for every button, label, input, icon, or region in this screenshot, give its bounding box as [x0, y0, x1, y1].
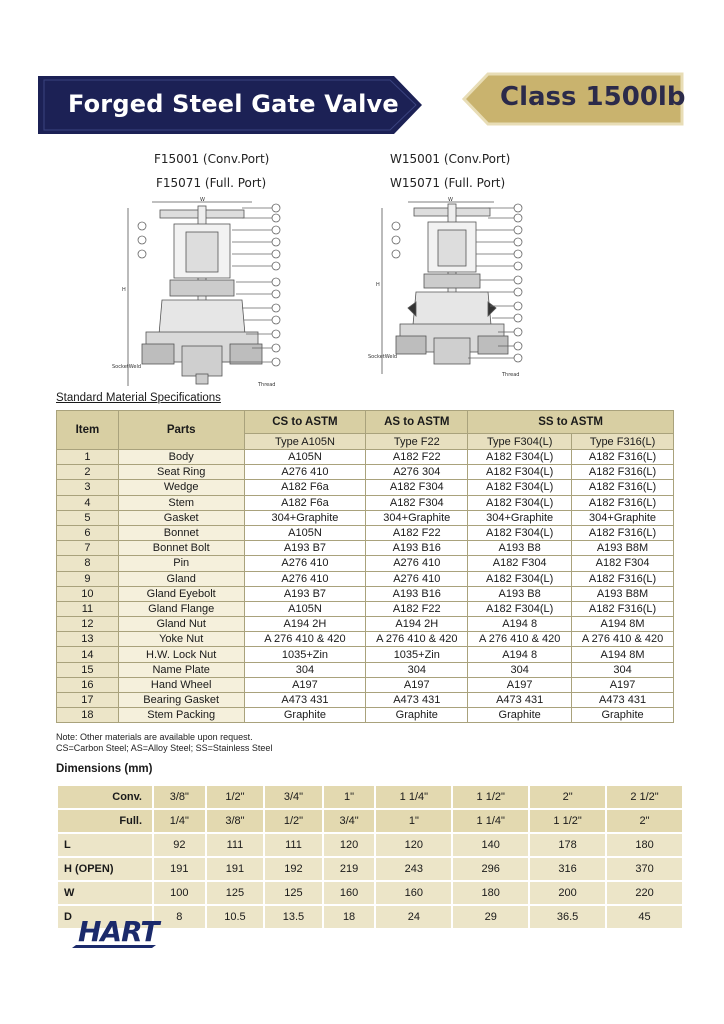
dimensions-table-body [58, 786, 682, 928]
dimension-value: 24 [376, 906, 451, 928]
width-label: W [200, 197, 205, 203]
note-line-2: CS=Carbon Steel; AS=Alloy Steel; SS=Stainless Steel [56, 743, 273, 753]
item-number: 12 [57, 617, 119, 632]
item-number: 3 [57, 480, 119, 495]
dimension-label: L [58, 834, 152, 856]
ss-f304-material: A182 F304(L) [468, 571, 572, 586]
ss-f304-material: A193 B8 [468, 541, 572, 556]
as-material: A194 2H [366, 617, 468, 632]
table-row [57, 541, 674, 556]
material-section-title: Standard Material Specifications [56, 392, 221, 404]
dimension-value: 200 [530, 882, 605, 904]
dimension-value: 2" [607, 810, 682, 832]
part-name: Gland Eyebolt [118, 586, 244, 601]
thread-label: Thread [258, 382, 276, 388]
width-label: W [448, 197, 453, 203]
cs-material: A473 431 [244, 693, 366, 708]
dimension-value: 3/8" [154, 786, 205, 808]
ss-f304-material: 304+Graphite [468, 510, 572, 525]
as-material: 1035+Zin [366, 647, 468, 662]
ss-f316-material: 304+Graphite [572, 510, 674, 525]
part-name: Bonnet [118, 525, 244, 540]
as-material: 304 [366, 662, 468, 677]
dimension-label: Conv. [58, 786, 152, 808]
as-material: A182 F304 [366, 480, 468, 495]
ss-f304-material: A197 [468, 677, 572, 692]
dimension-value: 316 [530, 858, 605, 880]
dimension-value: 125 [265, 882, 322, 904]
ss-f316-material: A182 F316(L) [572, 571, 674, 586]
socket-weld-label: SocketWeld [112, 364, 142, 370]
title-banner [38, 76, 422, 134]
cs-material: 304 [244, 662, 366, 677]
note-line-1: Note: Other materials are available upon request. [56, 732, 253, 742]
cs-material: 304+Graphite [244, 510, 366, 525]
dimension-value: 180 [453, 882, 528, 904]
part-name: Stem Packing [118, 708, 244, 723]
item-number: 16 [57, 677, 119, 692]
part-name: Gasket [118, 510, 244, 525]
dimension-value: 1 1/4" [376, 786, 451, 808]
header-as-type: Type F22 [366, 434, 468, 450]
item-number: 13 [57, 632, 119, 647]
height-label: H [376, 282, 380, 288]
dimension-value: 100 [154, 882, 205, 904]
item-number: 14 [57, 647, 119, 662]
pressure-class: Class 1500lb [500, 82, 686, 112]
as-material: A182 F22 [366, 525, 468, 540]
valve-drawing-right [368, 196, 528, 382]
dimension-value: 8 [154, 906, 205, 928]
dimension-value: 180 [607, 834, 682, 856]
dimension-value: 45 [607, 906, 682, 928]
header-parts: Parts [118, 411, 244, 450]
cs-material: A276 410 [244, 465, 366, 480]
ss-f304-material: A194 8 [468, 617, 572, 632]
ss-f316-material: A197 [572, 677, 674, 692]
ss-f316-material: A182 F316(L) [572, 495, 674, 510]
as-material: 304+Graphite [366, 510, 468, 525]
table-row [57, 708, 674, 723]
as-material: A473 431 [366, 693, 468, 708]
model-label-right-1: W15001 (Conv.Port) [390, 152, 511, 166]
material-note [56, 732, 272, 754]
dimension-label: W [58, 882, 152, 904]
dimension-value: 140 [453, 834, 528, 856]
cs-material: A194 2H [244, 617, 366, 632]
dimension-value: 29 [453, 906, 528, 928]
dimension-row [58, 882, 682, 904]
ss-f316-material: A182 F316(L) [572, 525, 674, 540]
as-material: A276 410 [366, 556, 468, 571]
table-row [57, 662, 674, 677]
header-cs-type: Type A105N [244, 434, 366, 450]
dimension-value: 370 [607, 858, 682, 880]
cs-material: A105N [244, 450, 366, 465]
header-ss: SS to ASTM [468, 411, 674, 434]
dimension-value: 1/2" [265, 810, 322, 832]
part-name: Yoke Nut [118, 632, 244, 647]
as-material: A276 304 [366, 465, 468, 480]
dimension-value: 120 [376, 834, 451, 856]
page-title: Forged Steel Gate Valve [68, 90, 399, 118]
header-cs: CS to ASTM [244, 411, 366, 434]
table-row [57, 510, 674, 525]
ss-f316-material: A182 F316(L) [572, 450, 674, 465]
model-label-left-2: F15071 (Full. Port) [156, 176, 267, 190]
item-number: 1 [57, 450, 119, 465]
dimension-label: D [58, 906, 152, 928]
dimension-value: 243 [376, 858, 451, 880]
dimension-value: 160 [324, 882, 375, 904]
ss-f304-material: A193 B8 [468, 586, 572, 601]
dimension-value: 1/2" [207, 786, 264, 808]
part-name: Gland Flange [118, 601, 244, 616]
part-name: Seat Ring [118, 465, 244, 480]
dimension-value: 1 1/2" [530, 810, 605, 832]
ss-f316-material: A182 F316(L) [572, 601, 674, 616]
ss-f316-material: A473 431 [572, 693, 674, 708]
part-name: Gland Nut [118, 617, 244, 632]
part-name: Name Plate [118, 662, 244, 677]
cs-material: 1035+Zin [244, 647, 366, 662]
item-number: 18 [57, 708, 119, 723]
dimension-value: 220 [607, 882, 682, 904]
ss-f304-material: A 276 410 & 420 [468, 632, 572, 647]
dimension-value: 10.5 [207, 906, 264, 928]
as-material: Graphite [366, 708, 468, 723]
table-row [57, 677, 674, 692]
dimension-value: 3/8" [207, 810, 264, 832]
table-row [57, 693, 674, 708]
table-row [57, 617, 674, 632]
class-badge [460, 70, 686, 126]
ss-f316-material: A193 B8M [572, 541, 674, 556]
cs-material: A105N [244, 601, 366, 616]
dimension-value: 92 [154, 834, 205, 856]
as-material: A182 F22 [366, 601, 468, 616]
material-table [56, 410, 674, 723]
ss-f304-material: A473 431 [468, 693, 572, 708]
item-number: 7 [57, 541, 119, 556]
logo-text: HART [78, 915, 159, 948]
dimensions-title: Dimensions (mm) [56, 763, 153, 775]
as-material: A197 [366, 677, 468, 692]
valve-drawing-left [112, 196, 292, 392]
socket-weld-label: SocketWeld [368, 354, 398, 360]
ss-f316-material: A194 8M [572, 647, 674, 662]
as-material: A182 F22 [366, 450, 468, 465]
cs-material: A182 F6a [244, 480, 366, 495]
dimension-value: 1/4" [154, 810, 205, 832]
dimension-value: 191 [207, 858, 264, 880]
ss-f316-material: A193 B8M [572, 586, 674, 601]
cs-material: A276 410 [244, 556, 366, 571]
cs-material: A182 F6a [244, 495, 366, 510]
item-number: 11 [57, 601, 119, 616]
dimension-value: 1 1/2" [453, 786, 528, 808]
model-label-right-2: W15071 (Full. Port) [390, 176, 506, 190]
as-material: A182 F304 [366, 495, 468, 510]
part-name: Gland [118, 571, 244, 586]
dimension-value: 120 [324, 834, 375, 856]
dimension-value: 192 [265, 858, 322, 880]
thread-label: Thread [502, 372, 520, 378]
model-label-left-1: F15001 (Conv.Port) [154, 152, 270, 166]
ss-f304-material: A182 F304(L) [468, 465, 572, 480]
ss-f304-material: A182 F304(L) [468, 495, 572, 510]
dimension-value: 111 [207, 834, 264, 856]
dimension-row [58, 786, 682, 808]
dimension-value: 3/4" [265, 786, 322, 808]
item-number: 10 [57, 586, 119, 601]
item-number: 15 [57, 662, 119, 677]
cs-material: A276 410 [244, 571, 366, 586]
part-name: Wedge [118, 480, 244, 495]
as-material: A193 B16 [366, 586, 468, 601]
part-name: Hand Wheel [118, 677, 244, 692]
ss-f304-material: Graphite [468, 708, 572, 723]
table-row [57, 465, 674, 480]
ss-f304-material: A182 F304(L) [468, 601, 572, 616]
dimension-value: 13.5 [265, 906, 322, 928]
dimension-value: 1 1/4" [453, 810, 528, 832]
item-number: 17 [57, 693, 119, 708]
ss-f304-material: 304 [468, 662, 572, 677]
ss-f316-material: A182 F316(L) [572, 465, 674, 480]
cs-material: A193 B7 [244, 586, 366, 601]
cs-material: A105N [244, 525, 366, 540]
part-name: Body [118, 450, 244, 465]
item-number: 2 [57, 465, 119, 480]
dimension-value: 1" [376, 810, 451, 832]
ss-f316-material: 304 [572, 662, 674, 677]
dimension-row [58, 858, 682, 880]
ss-f304-material: A194 8 [468, 647, 572, 662]
table-row [57, 632, 674, 647]
dimension-value: 111 [265, 834, 322, 856]
part-name: H.W. Lock Nut [118, 647, 244, 662]
table-row [57, 480, 674, 495]
part-name: Bonnet Bolt [118, 541, 244, 556]
table-row [57, 450, 674, 465]
dimension-value: 36.5 [530, 906, 605, 928]
dimension-value: 3/4" [324, 810, 375, 832]
item-number: 8 [57, 556, 119, 571]
dimension-value: 296 [453, 858, 528, 880]
item-number: 6 [57, 525, 119, 540]
cs-material: A197 [244, 677, 366, 692]
cs-material: A 276 410 & 420 [244, 632, 366, 647]
cs-material: A193 B7 [244, 541, 366, 556]
material-table-body [57, 450, 674, 723]
ss-f304-material: A182 F304(L) [468, 480, 572, 495]
dimensions-table [56, 784, 684, 930]
ss-f316-material: A182 F304 [572, 556, 674, 571]
dimension-value: 160 [376, 882, 451, 904]
item-number: 4 [57, 495, 119, 510]
dimension-value: 178 [530, 834, 605, 856]
table-row [57, 586, 674, 601]
dimension-value: 1" [324, 786, 375, 808]
dimension-label: H (OPEN) [58, 858, 152, 880]
dimension-value: 18 [324, 906, 375, 928]
header-ss-type-316: Type F316(L) [572, 434, 674, 450]
table-row [57, 525, 674, 540]
height-label: H [122, 287, 126, 293]
part-name: Stem [118, 495, 244, 510]
ss-f316-material: A 276 410 & 420 [572, 632, 674, 647]
table-row [57, 556, 674, 571]
dimension-label: Full. [58, 810, 152, 832]
part-name: Pin [118, 556, 244, 571]
header-item: Item [57, 411, 119, 450]
dimension-value: 219 [324, 858, 375, 880]
header-ss-type-304: Type F304(L) [468, 434, 572, 450]
item-number: 9 [57, 571, 119, 586]
ss-f316-material: Graphite [572, 708, 674, 723]
dimension-value: 125 [207, 882, 264, 904]
as-material: A276 410 [366, 571, 468, 586]
ss-f304-material: A182 F304 [468, 556, 572, 571]
item-number: 5 [57, 510, 119, 525]
table-row [57, 647, 674, 662]
dimension-value: 2" [530, 786, 605, 808]
ss-f304-material: A182 F304(L) [468, 525, 572, 540]
as-material: A 276 410 & 420 [366, 632, 468, 647]
table-row [57, 571, 674, 586]
dimension-value: 191 [154, 858, 205, 880]
ss-f316-material: A182 F316(L) [572, 480, 674, 495]
part-name: Bearing Gasket [118, 693, 244, 708]
header-as: AS to ASTM [366, 411, 468, 434]
dimension-row [58, 834, 682, 856]
ss-f304-material: A182 F304(L) [468, 450, 572, 465]
ss-f316-material: A194 8M [572, 617, 674, 632]
table-row [57, 495, 674, 510]
cs-material: Graphite [244, 708, 366, 723]
table-row [57, 601, 674, 616]
dimension-row [58, 810, 682, 832]
dimension-value: 2 1/2" [607, 786, 682, 808]
as-material: A193 B16 [366, 541, 468, 556]
